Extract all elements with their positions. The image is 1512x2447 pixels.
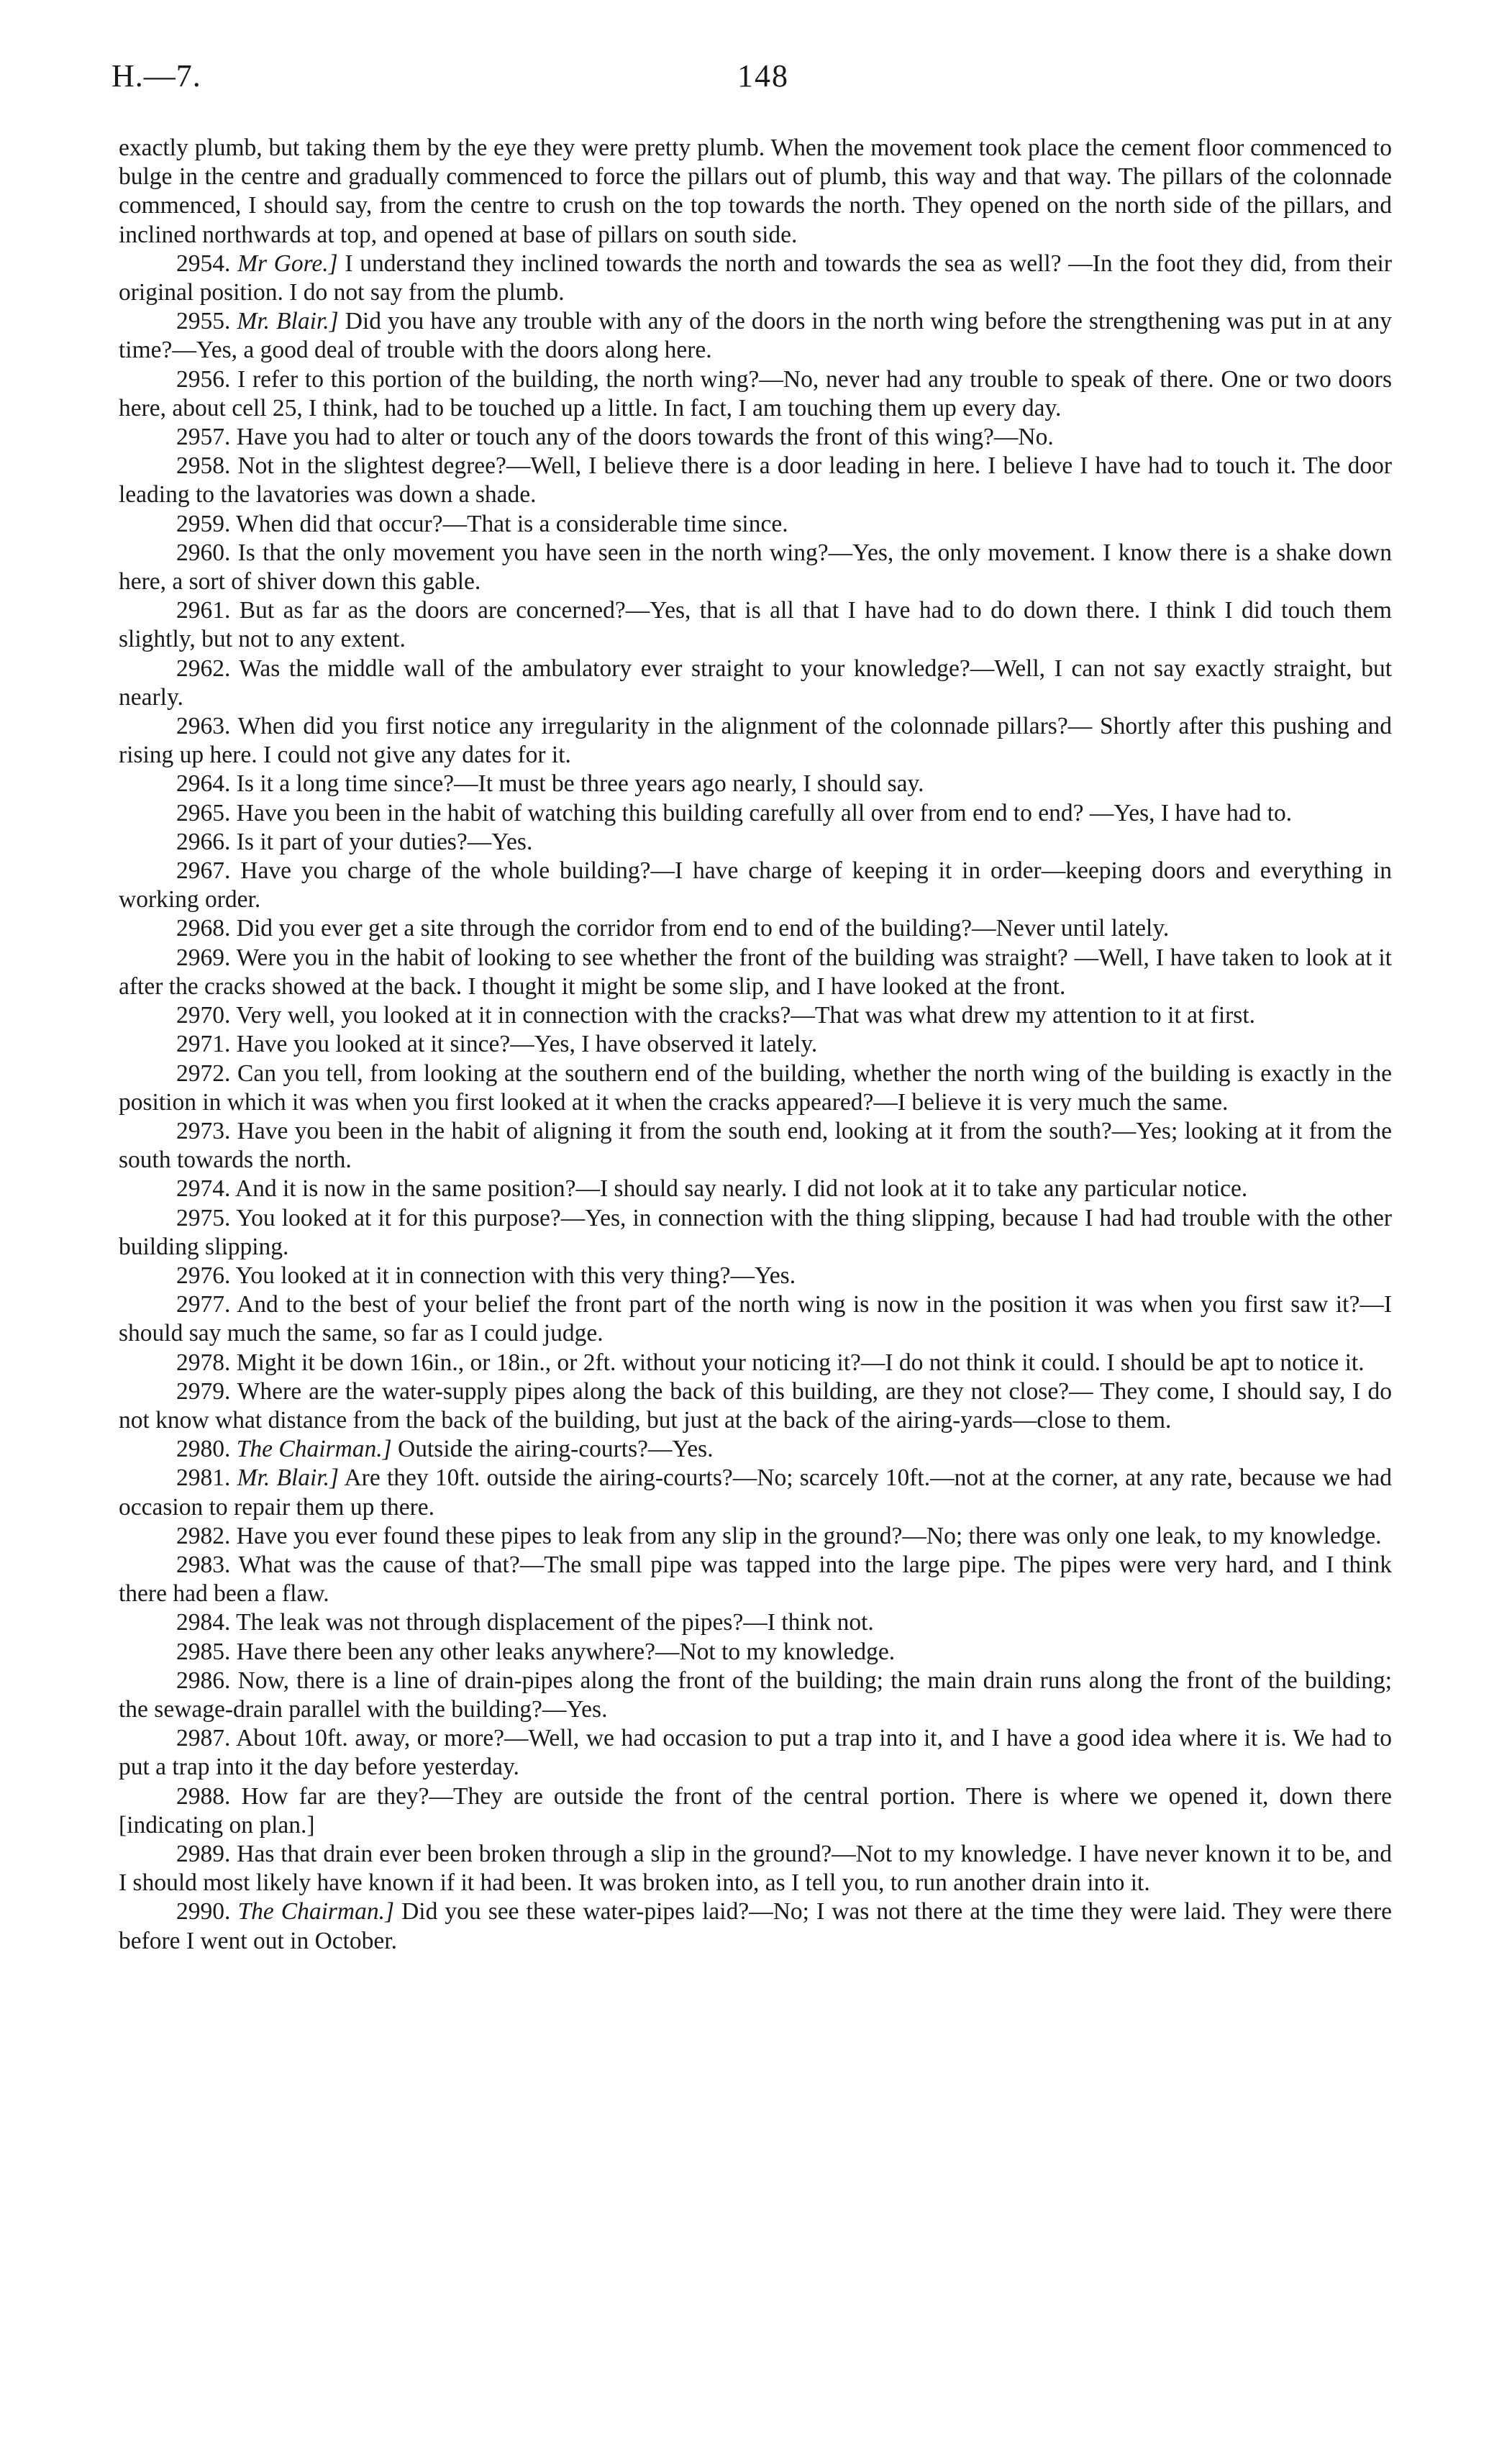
question-text: Have you been in the habit of aligning it from the south end, looking at it from the south?—Yes; looking at it from the south towards the north. bbox=[119, 1117, 1393, 1174]
question-paragraph bbox=[119, 1175, 1392, 1203]
question-number: 2959. bbox=[176, 510, 231, 537]
question-number: 2965. bbox=[176, 799, 231, 826]
question-number: 2970. bbox=[176, 1002, 231, 1029]
question-text: I understand they inclined towards the north and towards the sea as well? —In the foot they did, from their original position. I do not say from the plumb. bbox=[119, 250, 1392, 306]
question-text: Have you had to alter or touch any of the doors towards the front of this wing?—No. bbox=[236, 424, 1054, 451]
question-text: Were you in the habit of looking to see whether the front of the building was straight? —Well, I have taken to look at it after the cracks showed at the back. I thought it might be some slip, and I have looked at the front. bbox=[119, 944, 1392, 1000]
question-text: What was the cause of that?—The small pipe was tapped into the large pipe. The pipes were very hard, and I think there had been a flaw. bbox=[119, 1551, 1392, 1608]
question-paragraph bbox=[119, 423, 1392, 452]
question-number: 2988. bbox=[176, 1782, 231, 1810]
question-number: 2986. bbox=[176, 1667, 231, 1694]
speaker-name: The Chairman.] bbox=[236, 1436, 392, 1463]
page-number: 148 bbox=[737, 58, 789, 94]
question-number: 2969. bbox=[176, 944, 231, 971]
question-paragraph bbox=[119, 655, 1392, 712]
question-paragraph bbox=[119, 1262, 1392, 1290]
question-number: 2982. bbox=[176, 1522, 231, 1549]
question-paragraph bbox=[119, 1638, 1392, 1667]
question-text: Might it be down 16in., or 18in., or 2ft. without your noticing it?—I do not think it could. I should be apt to notice it. bbox=[236, 1349, 1365, 1376]
question-paragraph bbox=[119, 1377, 1392, 1435]
question-number: 2989. bbox=[176, 1840, 231, 1867]
question-text: I refer to this portion of the building, the north wing?—No, never had any trouble to speak of there. One or two doors here, about cell 25, I think, had to be touched up a little. In fact, I am touching them up every day. bbox=[119, 365, 1392, 421]
speaker-name: The Chairman.] bbox=[237, 1898, 395, 1926]
question-number: 2968. bbox=[176, 915, 231, 942]
question-paragraph bbox=[119, 452, 1392, 509]
question-number: 2962. bbox=[176, 655, 231, 682]
document-reference: H.—7. bbox=[111, 58, 201, 94]
question-text: Have you charge of the whole building?—I have charge of keeping it in order—keeping doors and everything in working order. bbox=[119, 857, 1392, 913]
question-text: And to the best of your belief the front part of the north wing is now in the position it was when you first saw it?—I should say much the same, so far as I could judge. bbox=[119, 1291, 1392, 1347]
question-paragraph bbox=[119, 712, 1392, 770]
question-number: 2967. bbox=[176, 857, 231, 885]
question-paragraph bbox=[119, 510, 1392, 539]
question-number: 2977. bbox=[176, 1291, 231, 1318]
question-paragraph bbox=[119, 307, 1392, 365]
question-number: 2976. bbox=[176, 1262, 231, 1289]
question-paragraph bbox=[119, 1608, 1392, 1637]
question-text: Are they 10ft. outside the airing-courts?—No; scarcely 10ft.—not at the corner, at any rate, because we had occasion to repair them up there. bbox=[119, 1464, 1393, 1521]
question-number: 2975. bbox=[176, 1204, 231, 1231]
question-text: Can you tell, from looking at the southern end of the building, whether the north wing of the building is exactly in the position in which it was when you first looked at it when the cracks appeared?—I believe it is very much the same. bbox=[119, 1060, 1392, 1116]
question-text: Not in the slightest degree?—Well, I believe there is a door leading in here. I believe I have had to touch it. The door leading to the lavatories was down a shade. bbox=[119, 452, 1393, 509]
question-text: When did that occur?—That is a considerable time since. bbox=[236, 510, 788, 537]
question-number: 2990. bbox=[176, 1898, 231, 1926]
speaker-name: Mr Gore.] bbox=[237, 250, 338, 277]
question-text: Have you ever found these pipes to leak from any slip in the ground?—No; there was only one leak, to my knowledge. bbox=[236, 1522, 1382, 1549]
question-paragraph bbox=[119, 1724, 1392, 1782]
question-paragraph bbox=[119, 914, 1392, 943]
question-number: 2985. bbox=[176, 1638, 231, 1665]
question-paragraph bbox=[119, 770, 1392, 798]
question-text: Is it a long time since?—It must be three years ago nearly, I should say. bbox=[236, 770, 924, 798]
question-text: Is that the only movement you have seen in the north wing?—Yes, the only movement. I know there is a shake down here, a sort of shiver down this gable. bbox=[119, 539, 1392, 596]
question-paragraph bbox=[119, 1667, 1392, 1724]
question-text: Now, there is a line of drain-pipes along the front of the building; the main drain runs along the front of the building; the sewage-drain parallel with the building?—Yes. bbox=[119, 1667, 1393, 1723]
question-paragraph bbox=[119, 1204, 1392, 1262]
question-paragraph bbox=[119, 944, 1392, 1001]
question-paragraph bbox=[119, 828, 1392, 857]
question-paragraph bbox=[119, 596, 1392, 654]
question-number: 2966. bbox=[176, 828, 231, 855]
question-text: Where are the water-supply pipes along the back of this building, are they not close?— They come, I should say, I do not know what distance from the back of the building, but just at the back of the airing-yards—close to them. bbox=[119, 1377, 1392, 1434]
question-paragraph bbox=[119, 1030, 1392, 1059]
speaker-name: Mr. Blair.] bbox=[237, 1464, 340, 1492]
speaker-name: Mr. Blair.] bbox=[237, 308, 339, 335]
question-paragraph bbox=[119, 857, 1392, 914]
question-text: You looked at it for this purpose?—Yes, in connection with the thing slipping, because I had had trouble with the other building slipping. bbox=[119, 1204, 1392, 1260]
question-text: When did you first notice any irregularity in the alignment of the colonnade pillars?— Shortly after this pushing and rising up here. I could not give any dates for it. bbox=[119, 713, 1392, 769]
question-number: 2983. bbox=[176, 1551, 231, 1578]
question-paragraph bbox=[119, 1840, 1392, 1897]
page-header bbox=[111, 0, 1392, 108]
question-paragraph bbox=[119, 250, 1392, 307]
question-number: 2963. bbox=[176, 713, 231, 740]
question-text: Have you been in the habit of watching this building carefully all over from end to end? —Yes, I have had to. bbox=[236, 799, 1293, 826]
question-text: Have you looked at it since?—Yes, I have observed it lately. bbox=[236, 1031, 818, 1058]
question-paragraph bbox=[119, 1551, 1392, 1608]
question-number: 2974. bbox=[176, 1175, 231, 1203]
document-page bbox=[111, 0, 1393, 1954]
question-number: 2958. bbox=[176, 452, 231, 480]
question-text: Did you see these water-pipes laid?—No; I was not there at the time they were laid. They were there before I went out in October. bbox=[119, 1898, 1393, 1954]
question-paragraph bbox=[119, 1782, 1392, 1840]
question-text: But as far as the doors are concerned?—Yes, that is all that I have had to do down there. I think I did touch them slightly, but not to any extent. bbox=[119, 597, 1392, 653]
question-number: 2972. bbox=[176, 1060, 231, 1087]
question-number: 2973. bbox=[176, 1117, 231, 1144]
question-paragraph bbox=[119, 365, 1392, 423]
question-number: 2978. bbox=[176, 1349, 231, 1376]
question-text: About 10ft. away, or more?—Well, we had occasion to put a trap into it, and I have a good idea where it is. We had to put a trap into it the day before yesterday. bbox=[119, 1725, 1392, 1781]
question-text: Did you ever get a site through the corridor from end to end of the building?—Never until lately. bbox=[236, 915, 1170, 942]
question-text: The leak was not through displacement of the pipes?—I think not. bbox=[236, 1609, 874, 1636]
question-paragraph bbox=[119, 1001, 1392, 1030]
question-paragraph bbox=[119, 539, 1392, 596]
question-paragraph bbox=[119, 1897, 1392, 1955]
question-text: Has that drain ever been broken through a slip in the ground?—Not to my knowledge. I have never known it to be, and I should most likely have known if it had been. It was broken into, as I tell you, to run another drain into it. bbox=[119, 1840, 1392, 1897]
question-number: 2955. bbox=[176, 308, 231, 335]
question-paragraph bbox=[119, 1349, 1392, 1377]
question-text: You looked at it in connection with this very thing?—Yes. bbox=[235, 1262, 796, 1289]
question-number: 2956. bbox=[176, 365, 231, 393]
question-text: Did you have any trouble with any of the doors in the north wing before the strengthening was put in at any time?—Yes, a good deal of trouble with the doors along here. bbox=[119, 308, 1393, 364]
question-text: Was the middle wall of the ambulatory ever straight to your knowledge?—Well, I can not say exactly straight, but nearly. bbox=[119, 655, 1392, 711]
question-paragraph bbox=[119, 799, 1392, 828]
question-paragraph bbox=[119, 1060, 1392, 1117]
question-number: 2979. bbox=[176, 1377, 231, 1405]
evidence-text bbox=[119, 134, 1392, 1956]
question-text: Outside the airing-courts?—Yes. bbox=[391, 1436, 714, 1463]
question-number: 2964. bbox=[176, 770, 231, 798]
question-text: Is it part of your duties?—Yes. bbox=[236, 828, 533, 855]
question-number: 2960. bbox=[176, 539, 231, 566]
question-number: 2980. bbox=[176, 1436, 231, 1463]
question-text: How far are they?—They are outside the front of the central portion. There is where we opened it, down there [indicating on plan.] bbox=[119, 1782, 1392, 1838]
question-paragraph bbox=[119, 1290, 1392, 1348]
question-number: 2971. bbox=[176, 1031, 231, 1058]
question-text: And it is now in the same position?—I should say nearly. I did not look at it to take any particular notice. bbox=[234, 1175, 1248, 1203]
intro-paragraph: exactly plumb, but taking them by the eye they were pretty plumb. When the movement took place the cement floor commenced to bulge in the centre and gradually commenced to force the pillars out of plumb, this way and that way. The pillars of the colonnade commenced, I should say, from the centre to crush on the top towards the north. They opened on the north side of the pillars, and inclined northwards at top, and opened at base of pillars on south side. bbox=[119, 135, 1392, 248]
question-text: Very well, you looked at it in connection with the cracks?—That was what drew my attention to it at first. bbox=[236, 1002, 1256, 1029]
question-number: 2961. bbox=[176, 597, 231, 624]
question-text: Have there been any other leaks anywhere?—Not to my knowledge. bbox=[236, 1638, 896, 1665]
question-paragraph bbox=[119, 1117, 1392, 1175]
question-number: 2987. bbox=[176, 1725, 231, 1752]
question-paragraph bbox=[119, 1464, 1392, 1521]
question-number: 2954. bbox=[176, 250, 231, 277]
question-number: 2984. bbox=[176, 1609, 231, 1636]
question-number: 2957. bbox=[176, 424, 231, 451]
question-paragraph bbox=[119, 1435, 1392, 1464]
question-paragraph bbox=[119, 1522, 1392, 1551]
question-number: 2981. bbox=[176, 1464, 231, 1492]
